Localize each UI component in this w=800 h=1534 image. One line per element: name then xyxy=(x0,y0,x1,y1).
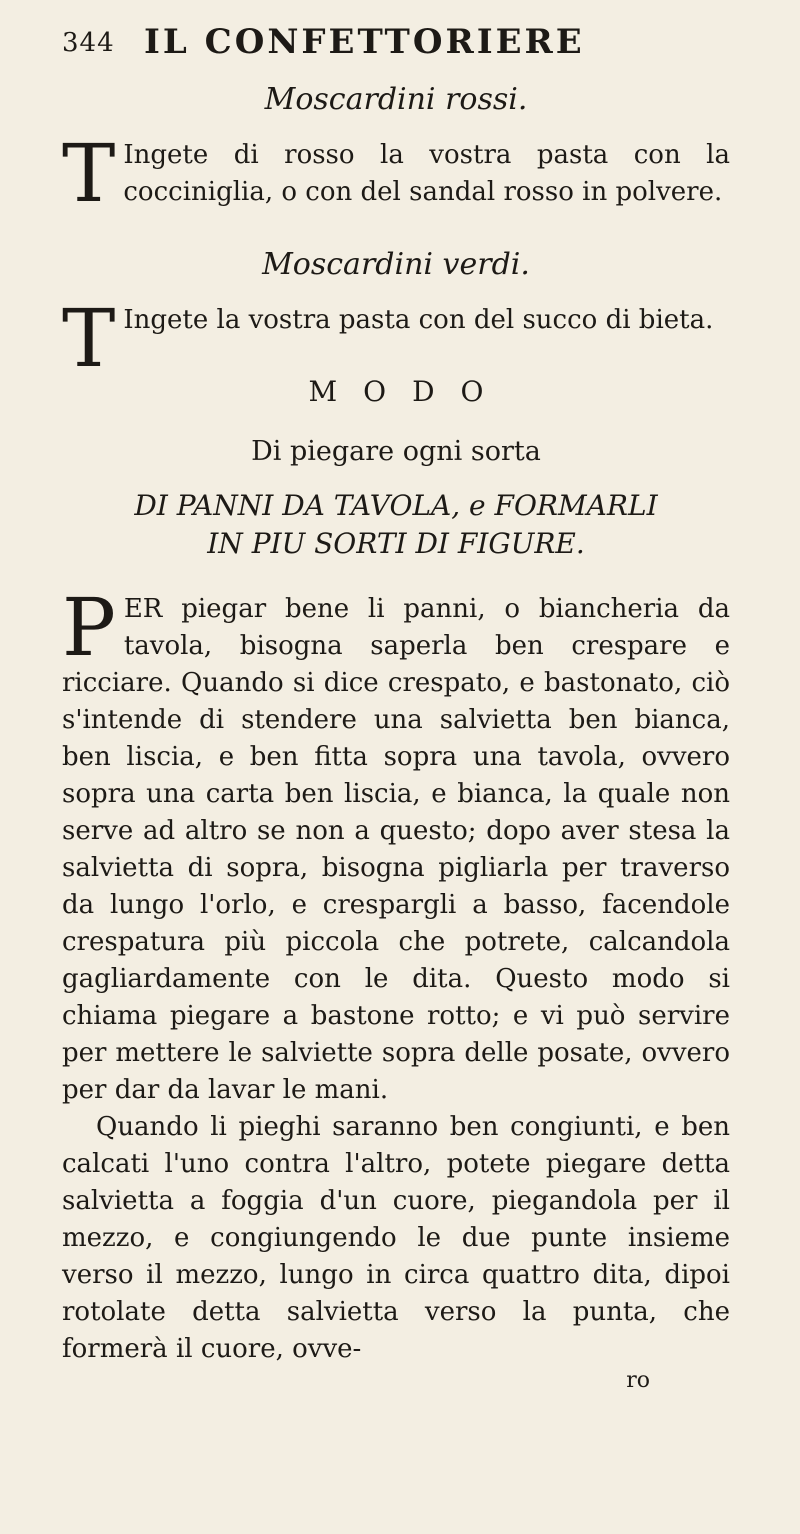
section-subtitle-line-2: IN PIU SORTI DI FIGURE. xyxy=(207,527,585,560)
paragraph-per-piegar xyxy=(62,581,730,1109)
section-title-moscardini-rossi: Moscardini rossi. xyxy=(264,82,528,117)
paragraph-quando-li-pieghi xyxy=(62,1109,730,1368)
drop-cap: T xyxy=(62,292,116,385)
drop-cap: P xyxy=(62,581,116,674)
running-title: IL CONFETTORIERE xyxy=(144,22,585,62)
catchword: ro xyxy=(626,1368,650,1393)
paragraph-text: Ingete di rosso la vostra pasta con la cocciniglia, o con del sandal rosso in polvere. xyxy=(123,140,730,207)
page-number: 344 xyxy=(62,28,115,58)
section-subtitle-line-1: DI PANNI DA TAVOLA, e FORMARLI xyxy=(134,489,658,522)
section-title-modo: MODO xyxy=(308,375,510,408)
section-subtitle: Di piegare ogni sorta xyxy=(251,436,541,467)
running-head xyxy=(62,22,730,66)
section-title-moscardini-verdi: Moscardini verdi. xyxy=(262,247,530,282)
paragraph-moscardini-rossi xyxy=(62,127,730,220)
paragraph-text: ER piegar bene li panni, o biancheria da tavola, bisogna saperla ben crespare e ricciare. Quando si dice crespato, e bastonato, ciò s'intende di stendere una salvietta ben bianca, ben liscia, e ben fitta sopra una tavola, ovvero sopra una carta ben liscia, e bianca, la quale non serve ad altro se non a questo; dopo aver stesa la salvietta di sopra, bisogna pigliarla per traverso da lungo l'orlo, e crespargli a basso, facendole crespatura più piccola che potrete, calcandola gagliardamente con le dita. Questo modo si chiama piegare a bastone rotto; e vi può servire per mettere le salviette sopra delle posate, ovvero per dar da lavar le mani. xyxy=(62,594,730,1105)
paragraph-moscardini-verdi xyxy=(62,292,730,385)
paragraph-text: Ingete la vostra pasta con del succo di bieta. xyxy=(123,305,714,335)
drop-cap: T xyxy=(62,127,116,220)
paragraph-text: Quando li pieghi saranno ben congiunti, e ben calcati l'uno contra l'altro, potete piegare detta salvietta a foggia d'un cuore, piegandola per il mezzo, e congiungendo le due punte insieme verso il mezzo, lungo in circa quattro dita, dipoi rotolate detta salvietta verso la punta, che formerà il cuore, ovve- xyxy=(62,1112,730,1364)
page-body xyxy=(62,82,730,1393)
